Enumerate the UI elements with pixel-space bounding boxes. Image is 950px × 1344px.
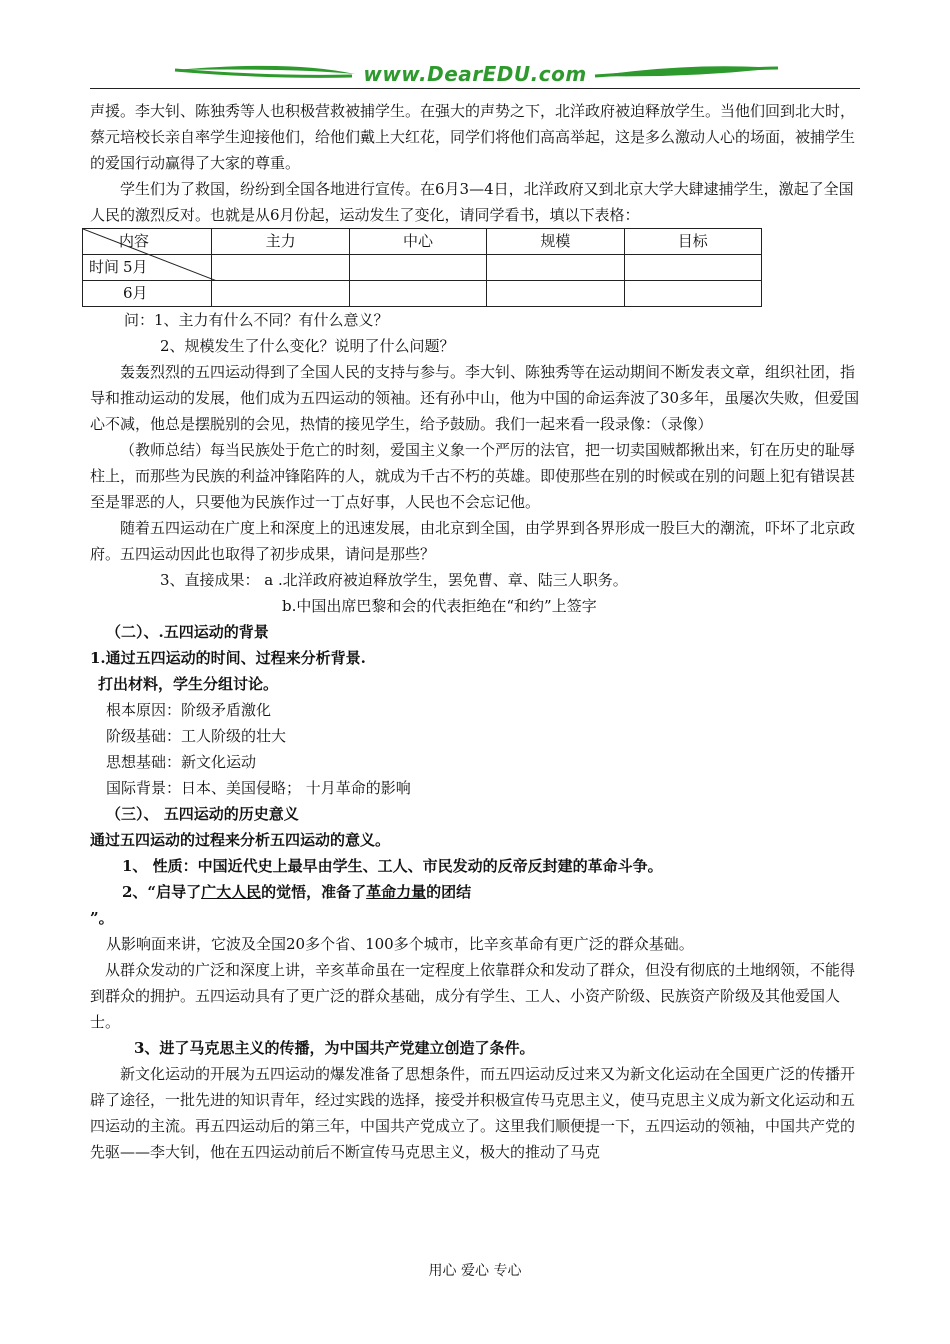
paragraph: （教师总结）每当民族处于危亡的时刻，爱国主义象一个严厉的法官，把一切卖国贼都揪出来，钉在历史的耻辱柱上，而那些为民族的利益冲锋陷阵的人，就成为千古不朽的英雄。即使那些在别的时候或在别的问题上犯有错误甚至是罪恶的人，只要他为民族作过一丁点好事，人民也不会忘记他。 — [90, 441, 856, 511]
corner-label-time: 时间 — [89, 258, 120, 276]
underlined-term: 革命力量 — [366, 883, 427, 901]
table-cell[interactable] — [487, 255, 624, 281]
column-header: 主力 — [212, 229, 349, 255]
paragraph: 从影响面来讲，它波及全国20多个省、100多个城市，比辛亥革命有更广泛的群众基础。 — [106, 935, 694, 953]
table-row — [83, 281, 762, 307]
section-title: （二）、.五四运动的背景 — [106, 623, 269, 641]
table-cell[interactable] — [624, 281, 761, 307]
significance-item-end: ”。 — [90, 909, 114, 927]
fill-in-table — [82, 228, 762, 307]
underlined-term: 广大人民 — [201, 883, 262, 901]
paragraph: 从群众发动的广泛和深度上讲，辛亥革命虽在一定程度上依靠群众和发动了群众，但没有彻底的土地纲领，不能得到群众的拥护。五四运动具有了更广泛的群众基础，成分有学生、工人、小资产阶级、民族资产阶级及其他爱国人士。 — [90, 961, 856, 1031]
significance-item: 3、进了马克思主义的传播，为中国共产党建立创造了条件。 — [134, 1039, 535, 1057]
page-header — [90, 56, 860, 96]
section-subtitle: 1.通过五四运动的时间、过程来分析背景. — [90, 649, 366, 667]
table-cell[interactable] — [349, 255, 486, 281]
significance-item: 2、“启导了广大人民的觉悟，准备了革命力量的团结 — [122, 883, 472, 901]
table-cell[interactable] — [212, 255, 349, 281]
page-footer: 用心 爱心 专心 — [428, 1263, 522, 1279]
paragraph: 声援。李大钊、陈独秀等人也积极营救被捕学生。在强大的声势之下，北洋政府被迫释放学生。当他们回到北大时，蔡元培校长亲自率学生迎接他们，给他们戴上大红花，同学们将他们高高举起，这是多么激动人心的场面，被捕学生的爱国行动赢得了大家的尊重。 — [90, 102, 856, 172]
column-header: 中心 — [349, 229, 486, 255]
corner-label-content: 内容 — [119, 232, 150, 250]
paragraph: 新文化运动的开展为五四运动的爆发准备了思想条件，而五四运动反过来又为新文化运动在全国更广泛的传播开辟了途径，一批先进的知识青年，经过实践的选择，接受并积极宣传马克思主义，使马克思主义成为新文化运动和五四运动的主流。再五四运动后的第三年，中国共产党成立了。这里我们顺便提一下，五四运动的领袖，中国共产党的先驱——李大钊，他在五四运动前后不断宣传马克思主义，极大的推动了马克 — [90, 1065, 856, 1161]
question: 问：1、主力有什么不同？有什么意义？ — [124, 311, 389, 329]
paragraph: 学生们为了救国，纷纷到全国各地进行宣传。在6月3—4日，北洋政府又到北京大学大肆逮捕学生，激起了全国人民的激烈反对。也就是从6月份起，运动发生了变化，请同学看书，填以下表格： — [90, 180, 854, 224]
question: 2、规模发生了什么变化？说明了什么问题？ — [160, 337, 455, 355]
table-cell[interactable] — [349, 281, 486, 307]
site-logo[interactable]: www.DearEDU.com — [363, 62, 587, 86]
result-item: b.中国出席巴黎和会的代表拒绝在“和约”上签字 — [282, 597, 597, 615]
background-item: 阶级基础：工人阶级的壮大 — [106, 727, 287, 745]
document-body — [90, 98, 862, 1165]
result-item: 3、直接成果： a .北洋政府被迫释放学生，罢免曹、章、陆三人职务。 — [160, 571, 628, 589]
background-item: 国际背景：日本、美国侵略； 十月革命的影响 — [106, 779, 411, 797]
background-item: 根本原因：阶级矛盾激化 — [106, 701, 272, 719]
paragraph: 随着五四运动在广度上和深度上的迅速发展，由北京到全国，由学界到各界形成一股巨大的潮流，吓坏了北京政府。五四运动因此也取得了初步成果，请问是那些？ — [90, 519, 856, 563]
section-subtitle: 通过五四运动的过程来分析五四运动的意义。 — [90, 831, 391, 849]
significance-item: 1、 性质：中国近代史上最早由学生、工人、市民发动的反帝反封建的革命斗争。 — [122, 857, 663, 875]
table-cell[interactable] — [212, 281, 349, 307]
row-label: 6月 — [83, 281, 212, 307]
header-divider — [90, 88, 860, 89]
background-item: 思想基础：新文化运动 — [106, 753, 257, 771]
column-header: 目标 — [624, 229, 761, 255]
section-subtitle: 打出材料，学生分组讨论。 — [98, 675, 279, 693]
paragraph: 轰轰烈烈的五四运动得到了全国人民的支持与参与。李大钊、陈独秀等在运动期间不断发表文章，组织社团，指导和推动运动的发展，他们成为五四运动的领袖。还有孙中山，他为中国的命运奔波了30多年，虽屡次失败，但爱国心不减，他总是摆脱别的会见，热情的接见学生，给予鼓励。我们一起来看一段录像：（录像） — [90, 363, 860, 433]
table-cell[interactable] — [487, 281, 624, 307]
column-header: 规模 — [487, 229, 624, 255]
row-label: 5月 — [83, 255, 212, 281]
table-cell[interactable] — [624, 255, 761, 281]
section-title: （三）、 五四运动的历史意义 — [106, 805, 299, 823]
